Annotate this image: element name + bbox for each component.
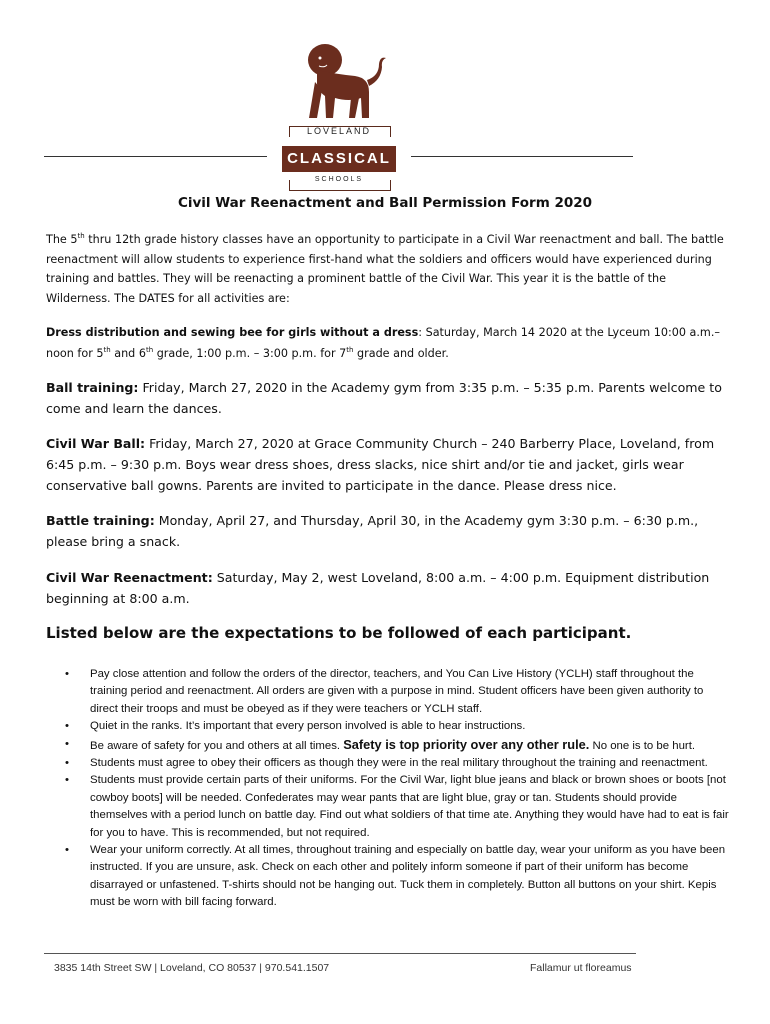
battle-training-paragraph: Battle training: Monday, April 27, and Thursday, April 30, in the Academy gym 3:30 p.m. – 6:30 p.m., please bring a snack. [46, 513, 699, 549]
header-rule-right [411, 156, 633, 157]
bullet-icon: • [65, 844, 69, 857]
dress-distribution-paragraph: Dress distribution and sewing bee for girls without a dress: Saturday, March 14 2020 at the Lyceum 10:00 a.m.– noon for 5th and 6th grade, 1:00 p.m. – 3:00 p.m. for 7th grade and older. [46, 326, 720, 360]
bullet-icon: • [65, 757, 69, 770]
list-item: • Wear your uniform correctly. At all times, throughout training and especially on battle day, wear your uniform as you have been instructed. If you are unsure, ask. Check on each other and politely inform someone if part of their uniform has become disarrayed or unfastened. T-shirts should not be hanging out. Tuck them in completely. Button all buttons on your shirt. Kepis must be worn with bill facing forward. [65, 844, 726, 909]
list-item: • Students must agree to obey their officers as though they were in the real military throughout the training and reenactment. [60, 755, 730, 772]
list-item: • Quiet in the ranks. It’s important that every person involved is able to hear instructions. [60, 718, 730, 735]
civil-war-ball-paragraph: Civil War Ball: Friday, March 27, 2020 at Grace Community Church – 240 Barberry Place, Loveland, from 6:45 p.m. – 9:30 p.m. Boys wear dress shoes, dress slacks, nice shirt and/or tie and jacket, girls wear conservative ball gowns. Parents are invited to participate in the dance. Please dress nice. [46, 436, 715, 493]
list-item: • Be aware of safety for you and others at all times. Safety is top priority over any other rule. No one is to be hurt. [65, 736, 696, 752]
battle-training-label: Battle training: [46, 513, 155, 528]
lion-icon [289, 40, 389, 126]
list-item: • Students must provide certain parts of their uniforms. For the Civil War, light blue jeans and black or brown shoes or boots [not cowboy boots] will be needed. Confederates may wear pants that are light blue, gray or tan. Students should provide themselves with a period lunch on battle day. Find out what soldiers of that time ate. Anything they would have had to eat is fair for you to have. This is recommended, but not required. [65, 774, 729, 839]
footer-address: 3835 14th Street SW | Loveland, CO 80537 | 970.541.1507 [54, 962, 330, 974]
reenactment-label: Civil War Reenactment: [46, 570, 213, 585]
expectations-list [60, 666, 730, 912]
logo-classical-banner: CLASSICAL [282, 146, 396, 172]
bullet-icon: • [65, 737, 69, 750]
bullet-icon: • [65, 774, 69, 787]
ball-training-paragraph: Ball training: Friday, March 27, 2020 in the Academy gym from 3:35 p.m. – 5:35 p.m. Parents welcome to come and learn the dances. [46, 380, 722, 416]
list-item: • Pay close attention and follow the orders of the director, teachers, and You Can Live History (YCLH) staff throughout the training period and reenactment. All orders are given with a purpose in mind. Student officers have been given authority to direct their troops and must be obeyed as if they were teachers or YCLH staff. [65, 668, 704, 715]
expectations-heading: Listed below are the expectations to be followed of each participant. [46, 624, 632, 642]
page-title: Civil War Reenactment and Ball Permission Form 2020 [177, 195, 593, 211]
ball-training-label: Ball training: [46, 380, 139, 395]
bullet-icon: • [65, 720, 69, 733]
footer-rule [44, 953, 636, 954]
logo-loveland-text: LOVELAND [306, 126, 372, 136]
intro-paragraph: The 5th thru 12th grade history classes have an opportunity to participate in a Civil War reenactment and ball. The battle reenactment will allow students to experience first-hand what the soldiers and officers would have experienced during training and battles. They will be reenacting a prominent battle of the Civil War. This year it is the battle of the Wilderness. The DATES for all activities are: [46, 232, 724, 305]
header-rule-left [44, 156, 267, 157]
reenactment-paragraph: Civil War Reenactment: Saturday, May 2, west Loveland, 8:00 a.m. – 4:00 p.m. Equipment distribution beginning at 8:00 a.m. [46, 570, 710, 606]
dress-label: Dress distribution and sewing bee for girls without a dress [46, 326, 419, 339]
safety-emphasis: Safety is top priority over any other rule. [343, 736, 590, 752]
civil-war-ball-label: Civil War Ball: [46, 436, 146, 451]
bullet-icon: • [65, 668, 69, 680]
footer-motto: Fallamur ut floreamus [530, 962, 632, 974]
logo-schools-text: SCHOOLS [314, 176, 364, 183]
